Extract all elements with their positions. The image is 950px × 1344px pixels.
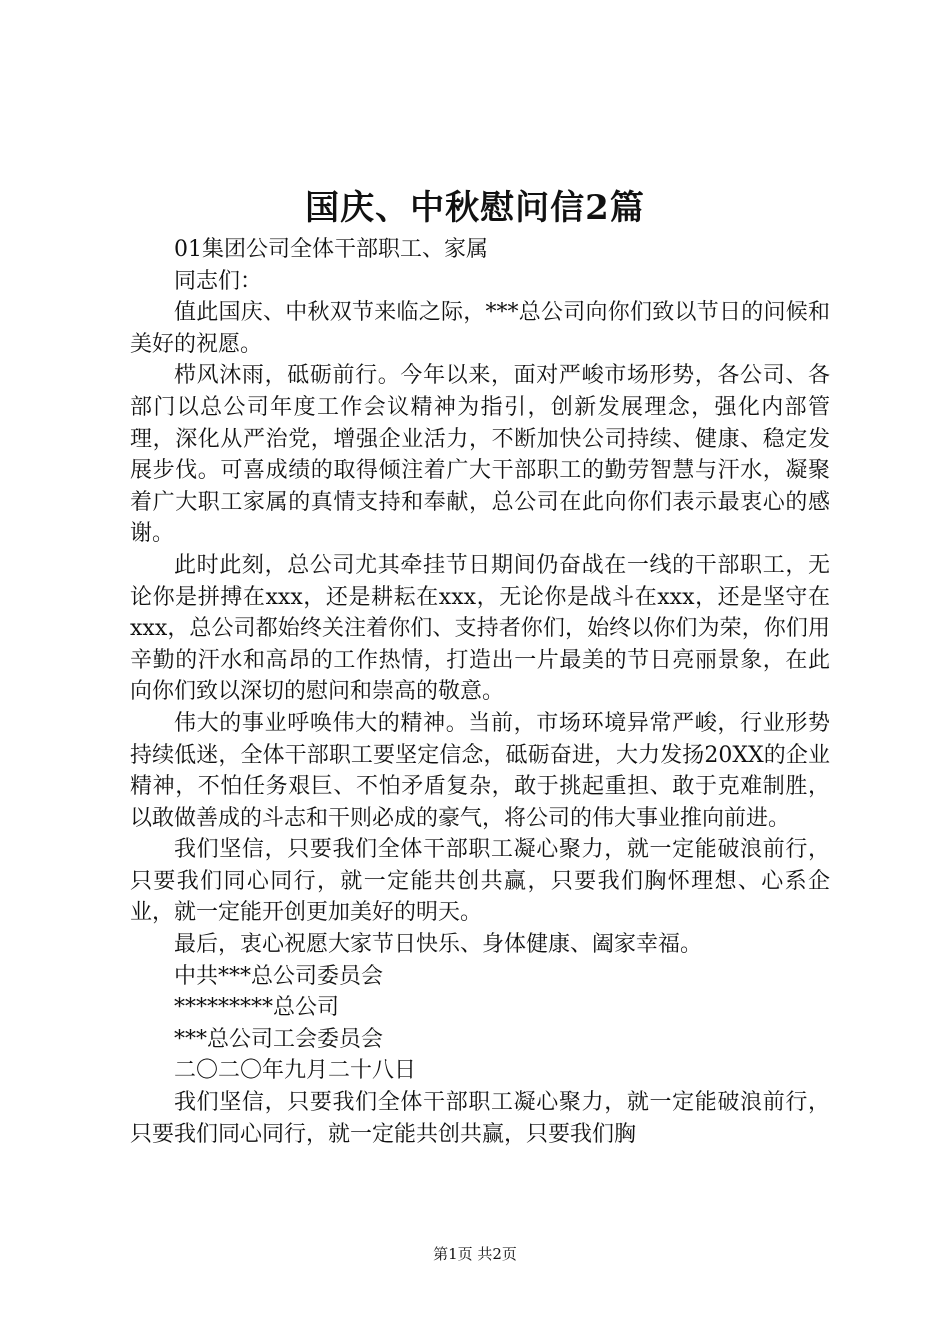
paragraph: 我们坚信，只要我们全体干部职工凝心聚力，就一定能破浪前行，只要我们同心同行，就一定能共创共赢，只要我们胸怀理想、心系企业，就一定能开创更加美好的明天。 (130, 837, 830, 926)
page-title: 国庆、中秋慰问信2篇 (305, 188, 645, 228)
paragraph: 伟大的事业呼唤伟大的精神。当前，市场环境异常严峻，行业形势持续低迷，全体干部职工要坚定信念，砥砺奋进，大力发扬20XX的企业精神，不怕任务艰巨、不怕矛盾复杂，敢于挑起重担、敢于克难制胜，以敢做善成的斗志和干则必成的豪气，将公司的伟大事业推向前进。 (130, 710, 830, 831)
letter-date: 二〇二〇年九月二十八日 (174, 1058, 417, 1084)
paragraph: 此时此刻，总公司尤其牵挂节日期间仍奋战在一线的干部职工，无论你是拼搏在xxx，还是耕耘在xxx，无论你是战斗在xxx，还是坚守在xxx，总公司都始终关注着你们、支持者你们，始终以你们为荣，你们用辛勤的汗水和高昂的工作热情，打造出一片最美的节日亮丽景象，在此向你们致以深切的慰问和崇高的敬意。 (130, 552, 830, 705)
paragraph: 我们坚信，只要我们全体干部职工凝心聚力，就一定能破浪前行，只要我们同心同行，就一定能共创共赢，只要我们胸 (130, 1090, 830, 1147)
signature-union: ***总公司工会委员会 (174, 1026, 384, 1052)
paragraph-salutation-recipient: 01集团公司全体干部职工、家属 (174, 237, 488, 262)
page-number-footer: 第1页 共2页 (433, 1245, 517, 1263)
signature-party-committee: 中共***总公司委员会 (174, 963, 384, 989)
paragraph-closing: 最后，衷心祝愿大家节日快乐、身体健康、阖家幸福。 (174, 932, 703, 958)
letter-body (130, 234, 830, 1150)
paragraph-salutation: 同志们： (174, 268, 263, 294)
paragraph: 栉风沐雨，砥砺前行。今年以来，面对严峻市场形势，各公司、各部门以总公司年度工作会议精神为指引，创新发展理念，强化内部管理，深化从严治党，增强企业活力，不断加快公司持续、健康、稳定发展步伐。可喜成绩的取得倾注着广大干部职工的勤劳智慧与汗水，凝聚着广大职工家属的真情支持和奉献，总公司在此向你们表示最衷心的感谢。 (130, 363, 830, 547)
signature-company: *********总公司 (174, 995, 340, 1021)
paragraph: 值此国庆、中秋双节来临之际，***总公司向你们致以节日的问候和美好的祝愿。 (130, 300, 830, 357)
